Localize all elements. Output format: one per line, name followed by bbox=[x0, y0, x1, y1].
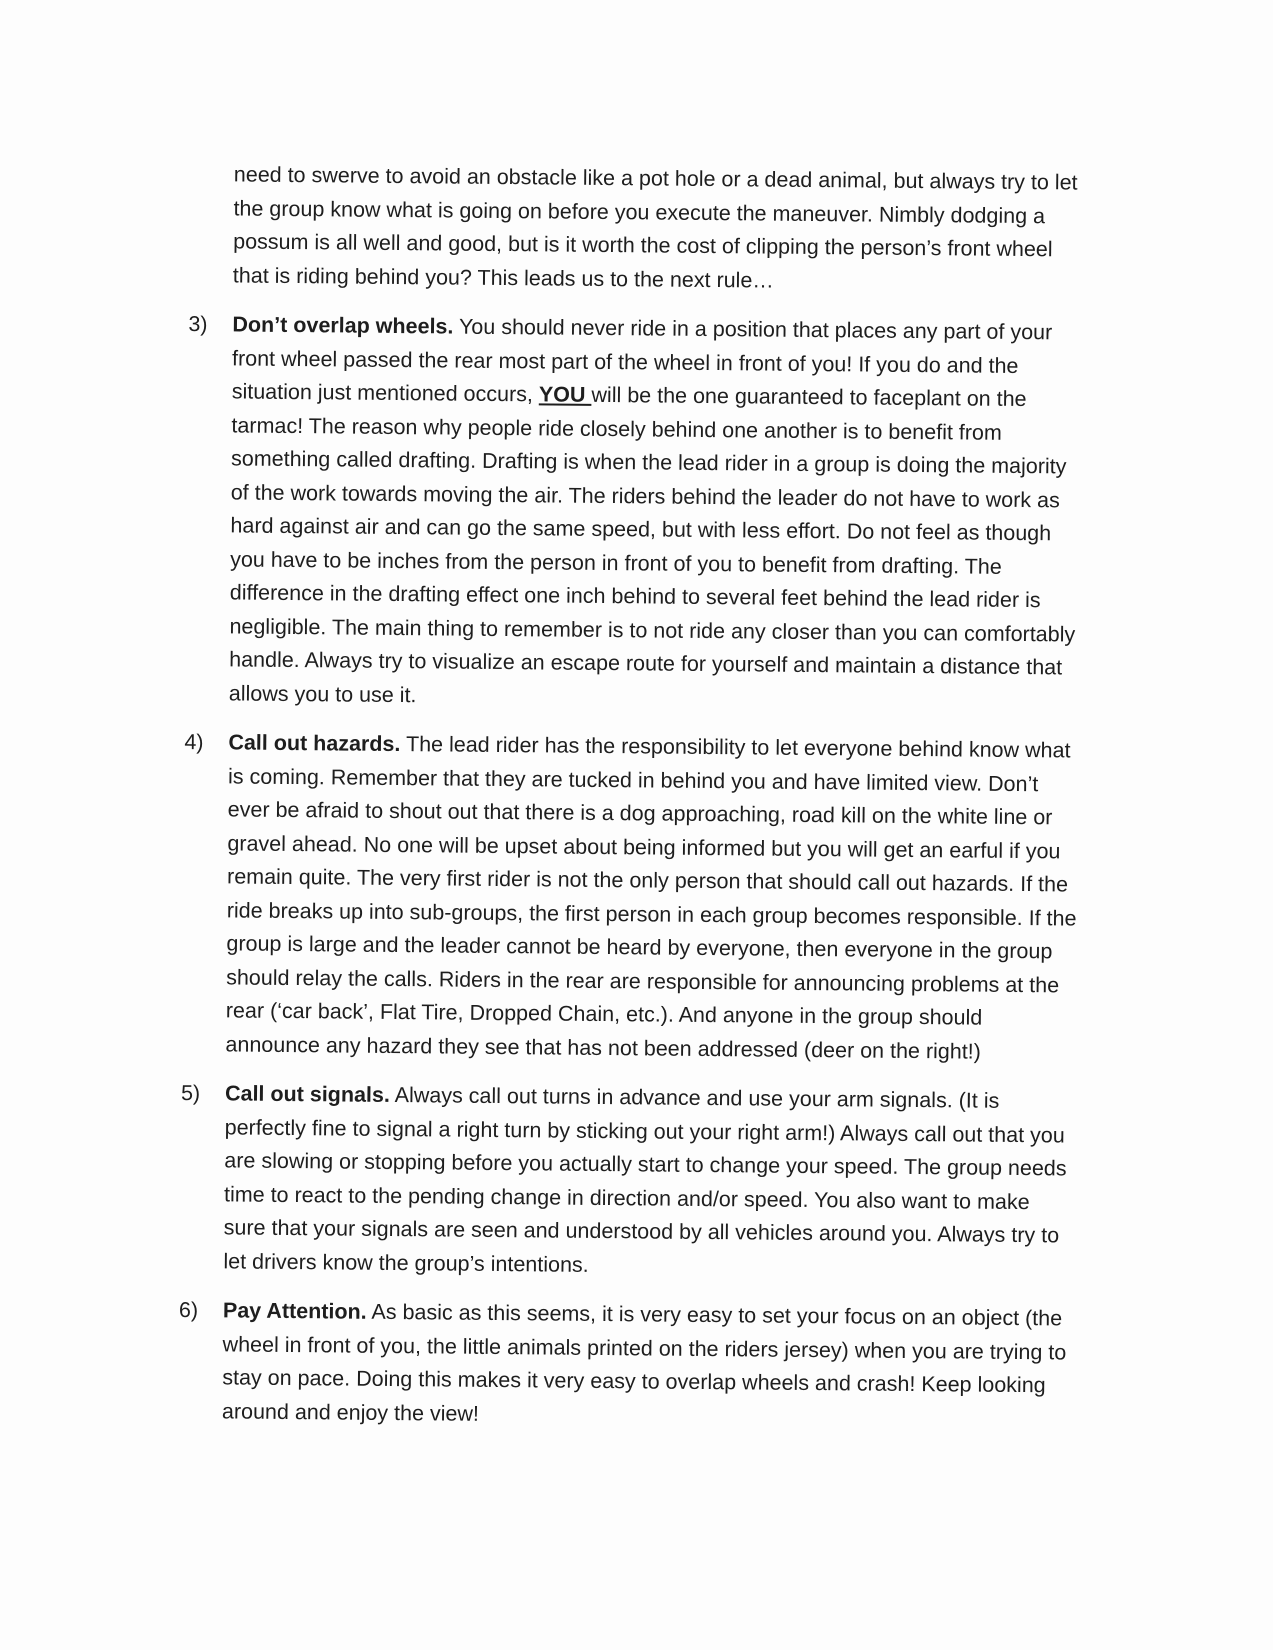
rule-item-5 bbox=[179, 1077, 1081, 1287]
rule-body bbox=[229, 308, 1083, 718]
rule-number: 5) bbox=[180, 1080, 201, 1106]
rule-title: Don’t overlap wheels. bbox=[232, 312, 454, 339]
intro-paragraph: need to swerve to avoid an obstacle like a pot hole or a dead animal, but always try to let the group know what is going on before you execute the maneuver. Nimbly dodging a possum is all well and good, but is it worth the cost of clipping the person’s front wheel that is riding behind you? This leads us to the next rule… bbox=[232, 162, 1078, 293]
rule-title: Pay Attention. bbox=[222, 1298, 367, 1324]
document-body bbox=[178, 158, 1090, 1437]
rule-item-3 bbox=[185, 308, 1089, 719]
rule-text: The lead rider has the responsibility to let everyone behind know what is coming. Remember that they are tucked in behind you and have limited view. Don’t ever be afraid to shout out that there is a dog approaching, road kill on the white line or gravel ahead. No one will be upset about being informed but you will get an earful if you remain quite. The very first rider is not the only person that should call out hazards. If the ride breaks up into sub-groups, the first person in each group becomes responsible. If the group is large and the leader cannot be heard by everyone, then everyone in the group should relay the calls. Riders in the rear are responsible for announcing problems at the rear (‘car back’, Flat Tire, Dropped Chain, etc.). And anyone in the group should announce any hazard they see that has not been addressed (deer on the right!) bbox=[225, 732, 1077, 1064]
rule-number: 6) bbox=[178, 1297, 199, 1323]
rule-body bbox=[223, 1077, 1075, 1286]
rule-text: As basic as this seems, it is very easy to set your focus on an object (the wheel in front of you, the little animals printed on the riders jersey) when you are trying to stay on pace. Doing this makes it very easy to overlap wheels and crash! Keep looking around and enjoy the view! bbox=[221, 1299, 1067, 1426]
rule-item-4 bbox=[181, 726, 1084, 1070]
rule-title: Call out hazards. bbox=[228, 730, 401, 757]
rule-text: You should never ride in a position that places any part of your front wheel passed the rear most part of the wheel in front of you! If you do and the situation just mentioned occurs, bbox=[231, 314, 1053, 407]
rule-number: 4) bbox=[184, 729, 204, 755]
rule-text: Always call out turns in advance and use your arm signals. (It is perfectly fine to signal a right turn by sticking out your right arm!) Always call out that you are slowing or stopping before you actually start to change your speed. The group needs time to react to the pending change in direction and/or speed. You also want to make sure that your signals are seen and understood by all vehicles around you. Always try to let drivers know the group’s intentions. bbox=[223, 1082, 1067, 1277]
rule-body bbox=[222, 1294, 1073, 1436]
rule-emphasis: YOU bbox=[538, 382, 592, 407]
rule-body bbox=[225, 726, 1078, 1069]
rule-number: 3) bbox=[188, 311, 208, 337]
rule-item-6 bbox=[178, 1294, 1079, 1437]
rule-text-continued: will be the one guaranteed to faceplant on the tarmac! The reason why people ride closely behind one another is to benefit from something called drafting. Drafting is when the lead rider in a group is doing the majority of the work towards moving the air. The riders behind the leader do not have to work as hard against air and can go the same speed, but with less effort. Do not feel as though you have to be inches from the person in front of you to benefit from drafting. The difference in the drafting effect one inch behind to several feet behind the lead rider is negligible. The main thing to remember is to not ride any closer than you can comfortably handle. Always try to visualize an escape route for yourself and maintain a distance that allows you to use it. bbox=[228, 382, 1076, 707]
rule-title: Call out signals. bbox=[224, 1081, 391, 1107]
